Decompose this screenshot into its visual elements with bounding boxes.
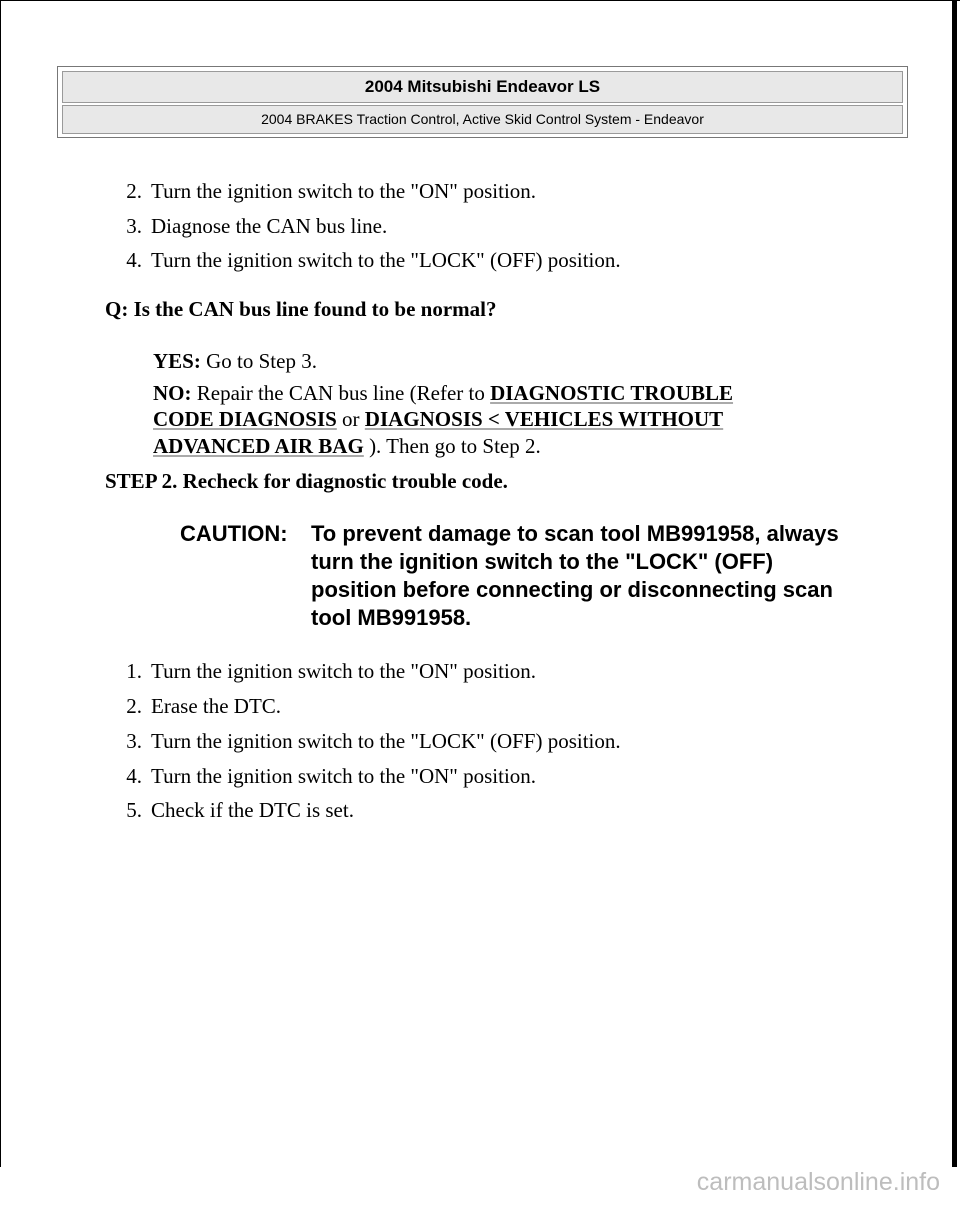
diagnostic-trouble-code-link[interactable]: DIAGNOSTIC TROUBLE (490, 381, 734, 405)
page-border-top (0, 0, 960, 1)
step-number: 1. (126, 659, 142, 683)
watermark-url: carmanualsonline.info (696, 1168, 940, 1196)
step-number: 2. (126, 694, 142, 718)
no-label: NO: (153, 381, 192, 405)
step-text: Turn the ignition switch to the "ON" position. (151, 659, 537, 683)
step-number: 4. (126, 248, 142, 272)
yes-label: YES: (153, 349, 201, 373)
caution-label: CAUTION: (180, 521, 288, 546)
caution-text: To prevent damage to scan tool MB991958, always turn the ignition switch to the "LOCK" (OFF) position before connecting or disconnecting scan tool MB991958. (311, 521, 839, 630)
diagnosis-vehicles-link[interactable]: ADVANCED AIR BAG (153, 434, 364, 458)
step2-heading: STEP 2. Recheck for diagnostic trouble code. (105, 469, 508, 493)
document-title: 2004 Mitsubishi Endeavor LS (62, 71, 903, 103)
diagnostic-trouble-code-link[interactable]: CODE DIAGNOSIS (153, 407, 337, 431)
page-border-right (952, 0, 957, 1167)
no-text-or: or (342, 407, 360, 431)
no-answer-line-2 (153, 407, 723, 431)
no-answer-line-3 (153, 434, 541, 458)
step-number: 3. (126, 729, 142, 753)
no-text: Repair the CAN bus line (Refer to (196, 381, 485, 405)
diagnosis-vehicles-link[interactable]: DIAGNOSIS < VEHICLES WITHOUT (364, 407, 724, 431)
step-text: Turn the ignition switch to the "LOCK" (OFF) position. (151, 248, 621, 272)
document-subtitle: 2004 BRAKES Traction Control, Active Skid Control System - Endeavor (62, 105, 903, 134)
step-text: Turn the ignition switch to the "ON" position. (151, 764, 537, 788)
no-answer-line-1 (153, 381, 733, 405)
step-number: 5. (126, 798, 142, 822)
step-text: Diagnose the CAN bus line. (151, 214, 388, 238)
step-number: 4. (126, 764, 142, 788)
step-text: Turn the ignition switch to the "ON" position. (151, 179, 537, 203)
document-header (57, 66, 908, 138)
step-text: Turn the ignition switch to the "LOCK" (OFF) position. (151, 729, 621, 753)
yes-text: Go to Step 3. (206, 349, 317, 373)
step-text: Check if the DTC is set. (151, 798, 354, 822)
no-text-end: ). Then go to Step 2. (369, 434, 541, 458)
step-number: 2. (126, 179, 142, 203)
yes-answer (153, 349, 317, 373)
step-text: Erase the DTC. (151, 694, 282, 718)
page-border-left (0, 0, 1, 1167)
step-number: 3. (126, 214, 142, 238)
question-heading: Q: Is the CAN bus line found to be normal? (105, 297, 497, 321)
